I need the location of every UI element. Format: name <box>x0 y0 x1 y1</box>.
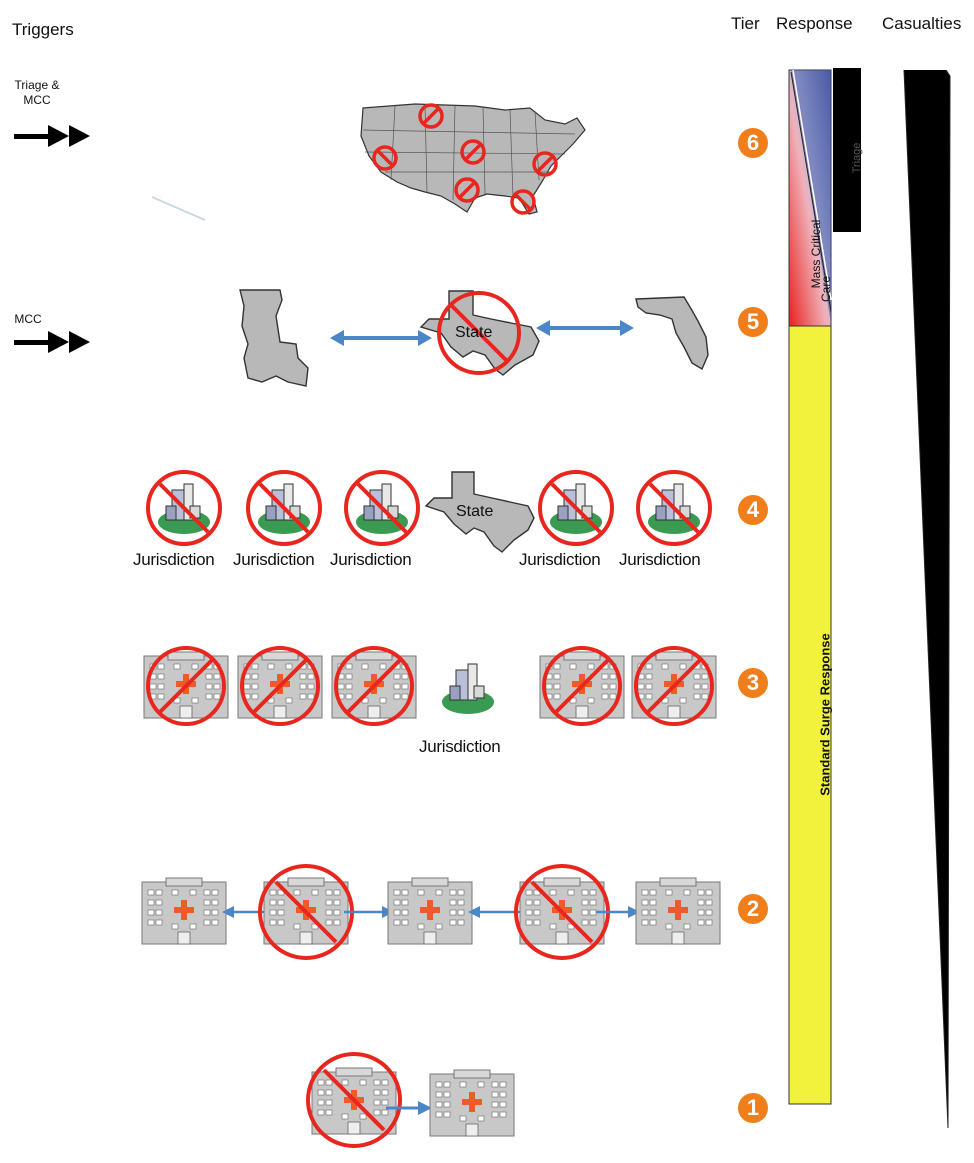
trigger-label: MCC <box>14 312 42 326</box>
jurisdiction-label: Jurisdiction <box>519 550 601 569</box>
jurisdiction-label: Jurisdiction <box>133 550 215 569</box>
jurisdiction-label: Jurisdiction <box>419 737 501 756</box>
jurisdiction-icon <box>244 468 324 548</box>
trigger-mcc <box>8 312 48 327</box>
tier-badge-2: 2 <box>738 894 768 924</box>
prohibit-icon <box>420 105 442 127</box>
triggers-header: Triggers <box>12 20 74 39</box>
prohibit-icon <box>374 147 396 169</box>
us-map-prohibit-icons <box>355 100 595 220</box>
trigger-triage-mcc <box>2 78 72 108</box>
texas-state-map <box>415 285 545 377</box>
trigger-arrow-1 <box>14 124 92 148</box>
tier-badge-1: 1 <box>738 1093 768 1123</box>
hospital-icon <box>428 1068 516 1144</box>
arrow-bidirectional <box>536 318 634 338</box>
florida-map <box>632 293 716 371</box>
jurisdiction-label: Jurisdiction <box>233 550 315 569</box>
hospital-icon <box>140 876 228 952</box>
response-header: Response <box>776 14 853 33</box>
trigger-label-line2: MCC <box>23 93 51 107</box>
jurisdiction-icon <box>428 636 508 716</box>
jurisdiction-label: Jurisdiction <box>619 550 701 569</box>
prohibit-icon <box>534 153 556 175</box>
hospital-icon <box>256 862 356 962</box>
arrow-right <box>386 0 432 16</box>
jurisdiction-label: Jurisdiction <box>330 550 412 569</box>
stray-line <box>150 195 210 225</box>
louisiana-map <box>236 286 314 392</box>
standard-surge-label: Standard Surge Response <box>817 633 833 796</box>
tier-header: Tier <box>731 14 760 33</box>
tier-badge-5: 5 <box>738 307 768 337</box>
trigger-arrow-2 <box>14 330 92 354</box>
tier-badge-6: 6 <box>738 128 768 158</box>
hospital-icon <box>236 642 324 730</box>
response-bar <box>785 64 865 1120</box>
hospital-icon <box>538 642 626 730</box>
tier-badge-4: 4 <box>738 495 768 525</box>
prohibit-icon <box>462 141 484 163</box>
trigger-label-line1: Triage & <box>14 78 60 92</box>
prohibit-icon <box>512 191 534 213</box>
arrow-right <box>386 1100 432 1116</box>
tier-badge-3: 3 <box>738 668 768 698</box>
jurisdiction-icon <box>144 468 224 548</box>
jurisdiction-icon <box>342 468 422 548</box>
state-label: State <box>455 324 493 341</box>
prohibit-icon <box>456 179 478 201</box>
hospital-icon <box>330 642 418 730</box>
state-label: State <box>456 503 494 520</box>
texas-state-map <box>422 468 538 556</box>
casualties-wedge <box>900 64 960 1134</box>
hospital-icon <box>386 876 474 952</box>
casualties-header: Casualties <box>882 14 962 33</box>
triage-label: Triage <box>851 142 863 174</box>
hospital-icon <box>630 642 718 730</box>
jurisdiction-icon <box>634 468 714 548</box>
jurisdiction-icon <box>536 468 616 548</box>
mass-critical-label: Mass Critical <box>809 219 823 289</box>
hospital-icon <box>142 642 230 730</box>
mass-critical-label-2: Care <box>819 276 833 303</box>
hospital-icon <box>634 876 722 952</box>
